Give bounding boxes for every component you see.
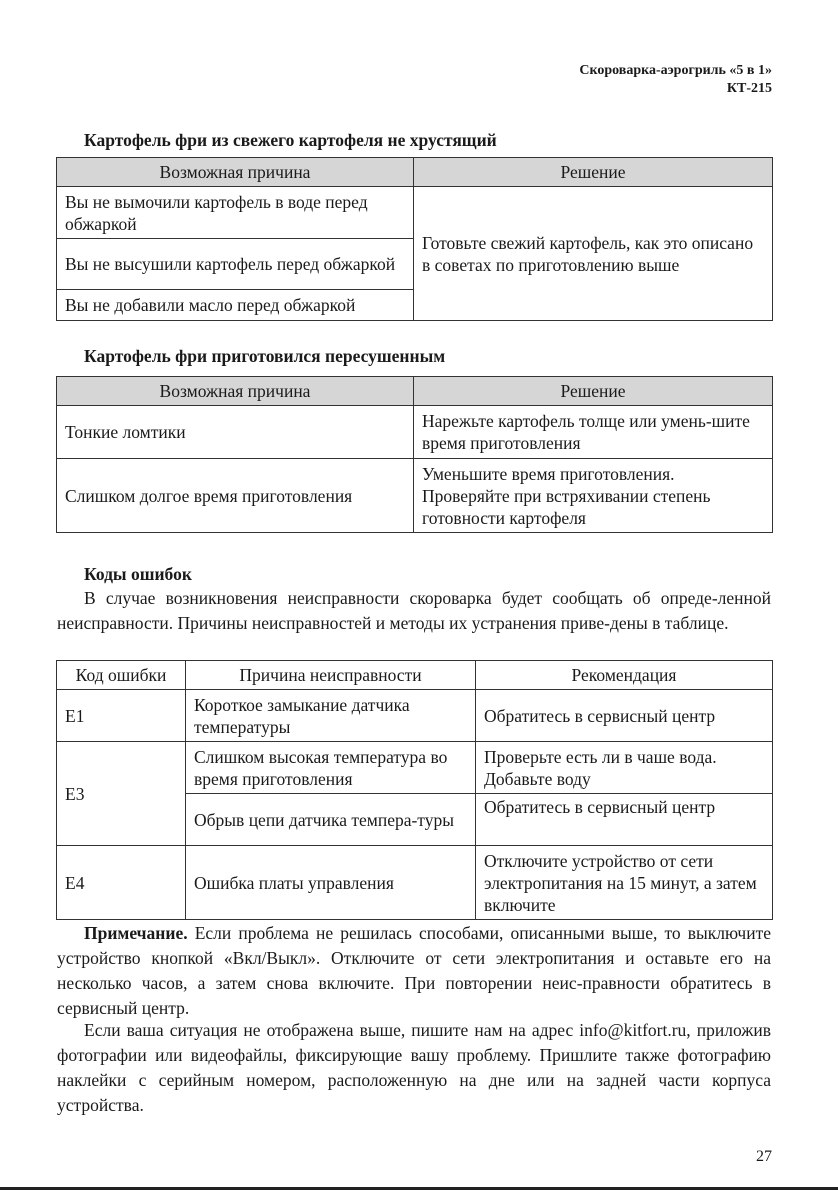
table-cell-cause: Обрыв цепи датчика темпера-туры bbox=[186, 794, 476, 846]
table-cell-recommendation: Отключите устройство от сети электропитания на 15 минут, а затем включите bbox=[476, 846, 773, 920]
table-cell-recommendation: Обратитесь в сервисный центр bbox=[476, 794, 773, 846]
page-number: 27 bbox=[756, 1148, 772, 1165]
error-code-e4: E4 bbox=[57, 846, 186, 920]
column-header-cause: Причина неисправности bbox=[186, 661, 476, 690]
note-label: Примечание. bbox=[84, 923, 188, 943]
table-cell-cause: Тонкие ломтики bbox=[57, 406, 414, 459]
error-code-e3: E3 bbox=[57, 742, 186, 846]
table-cell-cause: Слишком долгое время приготовления bbox=[57, 459, 414, 533]
contact-paragraph: Если ваша ситуация не отображена выше, пишите нам на адрес info@kitfort.ru, приложив фотографии или видеофайлы, фиксирующие вашу проблему. Пришлите также фотографию наклейки с серийным номером, расположенную на дне или на задней части корпуса устройства. bbox=[57, 1020, 771, 1115]
table-cell-cause: Слишком высокая температура во время приготовления bbox=[186, 742, 476, 794]
table-cell-solution: Нарежьте картофель толще или умень-шите время приготовления bbox=[414, 406, 773, 459]
column-header-code: Код ошибки bbox=[57, 661, 186, 690]
error-code-e1: E1 bbox=[57, 690, 186, 742]
troubleshoot-table-overdried bbox=[56, 376, 773, 533]
table-cell-cause: Вы не добавили масло перед обжаркой bbox=[57, 290, 414, 321]
section-title-overdried: Картофель фри приготовился пересушенным bbox=[84, 346, 446, 366]
bottom-rule bbox=[0, 1187, 838, 1190]
table-cell-recommendation: Проверьте есть ли в чаше вода. Добавьте воду bbox=[476, 742, 773, 794]
column-header-cause: Возможная причина bbox=[57, 377, 414, 406]
product-name: Скороварка-аэрогриль «5 в 1» bbox=[579, 63, 772, 78]
table-cell-solution: Готовьте свежий картофель, как это описано в советах по приготовлению выше bbox=[414, 187, 773, 321]
troubleshoot-table-not-crispy bbox=[56, 157, 773, 321]
error-codes-table bbox=[56, 660, 773, 920]
table-cell-cause: Вы не вымочили картофель в воде перед обжаркой bbox=[57, 187, 414, 239]
column-header-solution: Решение bbox=[414, 158, 773, 187]
table-cell-cause: Короткое замыкание датчика температуры bbox=[186, 690, 476, 742]
table-cell-recommendation: Обратитесь в сервисный центр bbox=[476, 690, 773, 742]
model-number: КТ-215 bbox=[726, 81, 772, 96]
column-header-recommendation: Рекомендация bbox=[476, 661, 773, 690]
section-title-error-codes: Коды ошибок bbox=[84, 564, 192, 584]
table-cell-solution: Уменьшите время приготовления. Проверяйте при встряхивании степень готовности картофеля bbox=[414, 459, 773, 533]
error-codes-intro: В случае возникновения неисправности скороварка будет сообщать об опреде-ленной неисправности. Причины неисправностей и методы их устранения приве-дены в таблице. bbox=[57, 588, 771, 633]
table-cell-cause: Ошибка платы управления bbox=[186, 846, 476, 920]
note-paragraph bbox=[57, 921, 771, 1021]
note-text: Если проблема не решилась способами, описанными выше, то выключите устройство кнопкой «Вкл/Выкл». Отключите от сети электропитания и оставьте его на несколько часов, а затем снова включите. При повторении неис-правности обратитесь в сервисный центр. bbox=[57, 923, 771, 1018]
section-title-not-crispy: Картофель фри из свежего картофеля не хрустящий bbox=[84, 130, 497, 150]
page-header bbox=[579, 62, 772, 98]
column-header-solution: Решение bbox=[414, 377, 773, 406]
column-header-cause: Возможная причина bbox=[57, 158, 414, 187]
table-cell-cause: Вы не высушили картофель перед обжаркой bbox=[57, 239, 414, 290]
